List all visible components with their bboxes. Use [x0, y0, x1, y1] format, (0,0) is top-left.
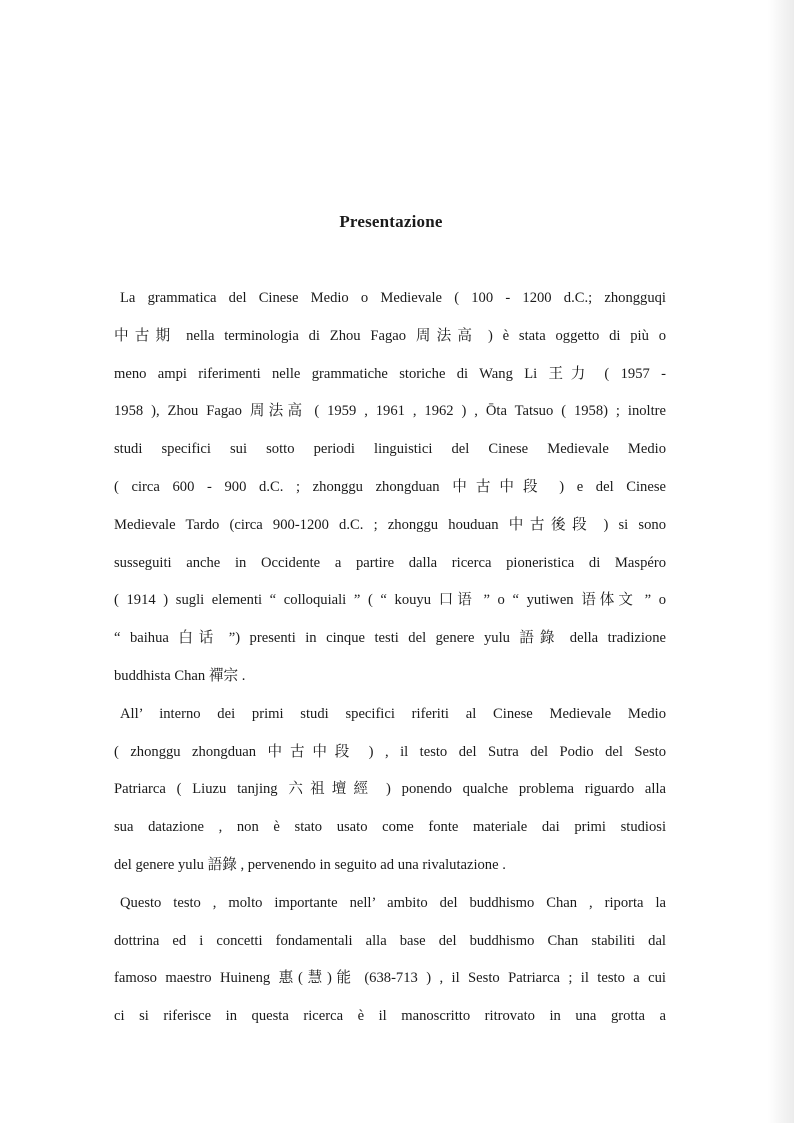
text-line: buddhista Chan 禪宗 . [114, 667, 246, 684]
text-line: 中古期 nella terminologia di Zhou Fagao 周法高 ) è stata oggetto di più o [114, 327, 666, 344]
text-line: “ baihua 白话 ”) presenti in cinque testi del genere yulu 語錄 della tradizione [114, 630, 666, 647]
body-text [114, 280, 666, 1036]
text-line: susseguiti anche in Occidente a partire dalla ricerca pioneristica di Maspéro [114, 554, 666, 571]
text-line: dottrina ed i concetti fondamentali alla base del buddhismo Chan stabiliti dal [114, 932, 666, 949]
text-line: All’ interno dei primi studi specifici riferiti al Cinese Medievale Medio [120, 705, 666, 722]
text-line: del genere yulu 語錄 , pervenendo in seguito ad una rivalutazione . [114, 856, 506, 873]
text-line: studi specifici sui sotto periodi linguistici del Cinese Medievale Medio [114, 441, 666, 458]
text-line: ( circa 600 - 900 d.C. ; zhonggu zhongduan 中古中段 ) e del Cinese [114, 478, 666, 495]
text-line: La grammatica del Cinese Medio o Medievale ( 100 - 1200 d.C.; zhongguqi [120, 290, 666, 306]
text-line: Patriarca ( Liuzu tanjing 六祖壇經 ) ponendo qualche problema riguardo alla [114, 781, 666, 798]
text-line: 1958 ), Zhou Fagao 周法高 ( 1959 , 1961 , 1962 ) , Ōta Tatsuo ( 1958) ; inoltre [114, 403, 666, 420]
text-line: meno ampi riferimenti nelle grammatiche storiche di Wang Li 王力 ( 1957 - [114, 365, 666, 382]
text-line: sua datazione , non è stato usato come fonte materiale dai primi studiosi [114, 819, 666, 836]
page-edge-shadow [768, 0, 794, 1123]
text-line: famoso maestro Huineng 惠(慧)能 (638-713 ) , il Sesto Patriarca ; il testo a cui [114, 970, 666, 987]
text-line: ( zhonggu zhongduan 中古中段 ) , il testo del Sutra del Podio del Sesto [114, 743, 666, 760]
text-line: Questo testo , molto importante nell’ ambito del buddhismo Chan , riporta la [120, 894, 666, 911]
page-title: Presentazione [339, 212, 443, 231]
text-line: ( 1914 ) sugli elementi “ colloquiali ” ( “ kouyu 口语 ” o “ yutiwen 语体文 ” o [114, 592, 666, 609]
text-line: ci si riferisce in questa ricerca è il manoscritto ritrovato in una grotta a [114, 1008, 666, 1025]
text-line: Medievale Tardo (circa 900-1200 d.C. ; zhonggu houduan 中古後段 ) si sono [114, 516, 666, 533]
